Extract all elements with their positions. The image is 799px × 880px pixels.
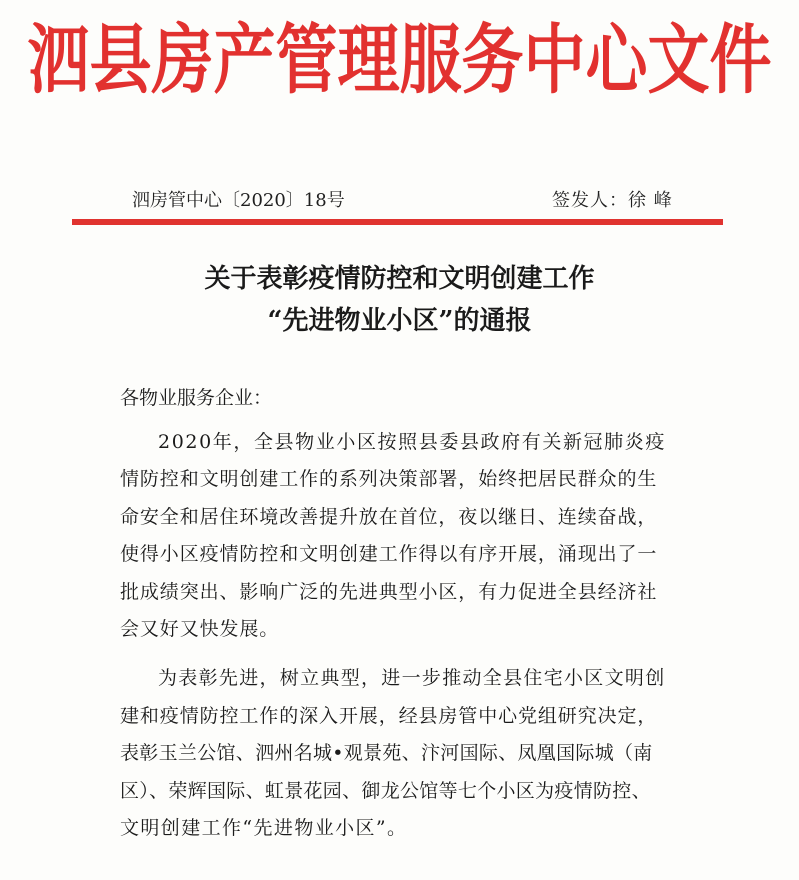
document-number: 泗房管中心〔2020〕18号 [132, 190, 345, 211]
salutation: 各物业服务企业： [120, 387, 273, 409]
paragraph-2-line-2: 建和疫情防控工作的深入开展，经县房管中心党组研究决定， [120, 705, 658, 727]
paragraph-1-line-5: 批成绩突出、影响广泛的先进典型小区，有力促进全县经济社 [120, 581, 658, 603]
paragraph-1-line-6: 会又好又快发展。 [120, 618, 280, 640]
paragraph-2-line-3: 表彰玉兰公馆、泗州名城•观景苑、汴河国际、凤凰国际城（南 [120, 742, 653, 764]
paragraph-1-line-4: 使得小区疫情防控和文明创建工作得以有序开展，涌现出了一 [120, 543, 658, 565]
paragraph-2-line-5: 文明创建工作“先进物业小区”。 [120, 817, 408, 839]
red-divider-line [72, 219, 723, 225]
paragraph-1-line-3: 命安全和居住环境改善提升放在首位，夜以继日、连续奋战， [120, 506, 658, 528]
paragraph-1-line-2: 情防控和文明创建工作的系列决策部署，始终把居民群众的生 [120, 468, 658, 490]
issuer-masthead: 泗县房产管理服务中心文件 [27, 15, 772, 105]
document-meta-line [0, 188, 799, 214]
document-title-line-1: 关于表彰疫情防控和文明创建工作 [204, 264, 595, 294]
signer: 签发人：徐 峰 [552, 190, 673, 211]
paragraph-2-line-1: 为表彰先进，树立典型，进一步推动全县住宅小区文明创 [158, 667, 666, 689]
paragraph-1-line-1: 2020年，全县物业小区按照县委县政府有关新冠肺炎疫 [158, 431, 666, 453]
document-title-line-2: “先进物业小区”的通报 [267, 306, 532, 336]
paragraph-2-line-4: 区）、荣辉国际、虹景花园、御龙公馆等七个小区为疫情防控、 [120, 780, 651, 802]
